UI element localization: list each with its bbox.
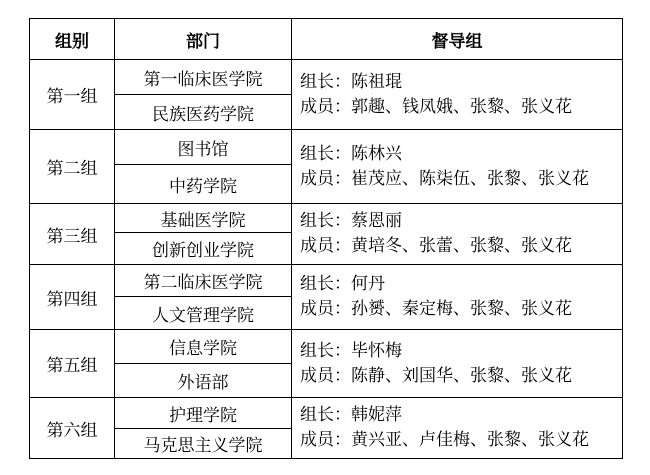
dept-cell: 第一临床医学院 (115, 60, 292, 95)
group-cell: 第三组 (30, 204, 115, 265)
header-dept: 部门 (115, 19, 292, 60)
supervisor-cell (292, 398, 623, 459)
table-row (30, 330, 623, 364)
dept-cell: 信息学院 (115, 330, 292, 364)
dept-cell: 外语部 (115, 364, 292, 398)
table-row (30, 60, 623, 95)
supervisor-cell (292, 60, 623, 130)
group-cell: 第一组 (30, 60, 115, 130)
group-cell: 第五组 (30, 330, 115, 398)
group-cell: 第二组 (30, 130, 115, 204)
members-line: 成员：孙赟、秦定梅、张黎、张义花 (300, 299, 572, 319)
members-line: 成员：陈静、刘国华、张黎、张义花 (300, 365, 572, 386)
supervisor-cell (292, 204, 623, 265)
dept-cell: 基础医学院 (115, 204, 292, 233)
group-cell: 第六组 (30, 398, 115, 459)
members-line: 成员：黄培冬、张蕾、张黎、张义花 (300, 236, 572, 256)
members-line: 成员：崔茂应、陈柒伍、张黎、张义花 (300, 168, 589, 189)
supervision-groups-table (29, 18, 623, 459)
dept-cell: 民族医药学院 (115, 95, 292, 130)
header-supervisor: 督导组 (292, 19, 623, 60)
dept-cell: 人文管理学院 (115, 297, 292, 330)
header-row (30, 19, 623, 60)
table-row (30, 130, 623, 165)
table-row (30, 265, 623, 297)
members-line: 成员：黄兴亚、卢佳梅、张黎、张义花 (300, 430, 589, 450)
group-cell: 第四组 (30, 265, 115, 330)
supervisor-cell (292, 265, 623, 330)
table-row (30, 204, 623, 233)
header-group: 组别 (30, 19, 115, 60)
members-line: 成员：郭趣、钱凤娥、张黎、张义花 (300, 96, 572, 117)
supervisor-cell (292, 130, 623, 204)
dept-cell: 第二临床医学院 (115, 265, 292, 297)
dept-cell: 护理学院 (115, 398, 292, 429)
leader-line: 组长：陈林兴 (300, 143, 402, 164)
dept-cell: 中药学院 (115, 165, 292, 204)
dept-cell: 马克思主义学院 (115, 429, 292, 459)
leader-line: 组长：陈祖琨 (300, 71, 402, 92)
leader-line: 组长：韩妮萍 (300, 405, 402, 425)
dept-cell: 创新创业学院 (115, 233, 292, 265)
dept-cell: 图书馆 (115, 130, 292, 165)
supervisor-cell (292, 330, 623, 398)
table-row (30, 398, 623, 429)
leader-line: 组长：何丹 (300, 274, 385, 294)
leader-line: 组长：毕怀梅 (300, 340, 402, 361)
leader-line: 组长：蔡恩丽 (300, 211, 402, 231)
